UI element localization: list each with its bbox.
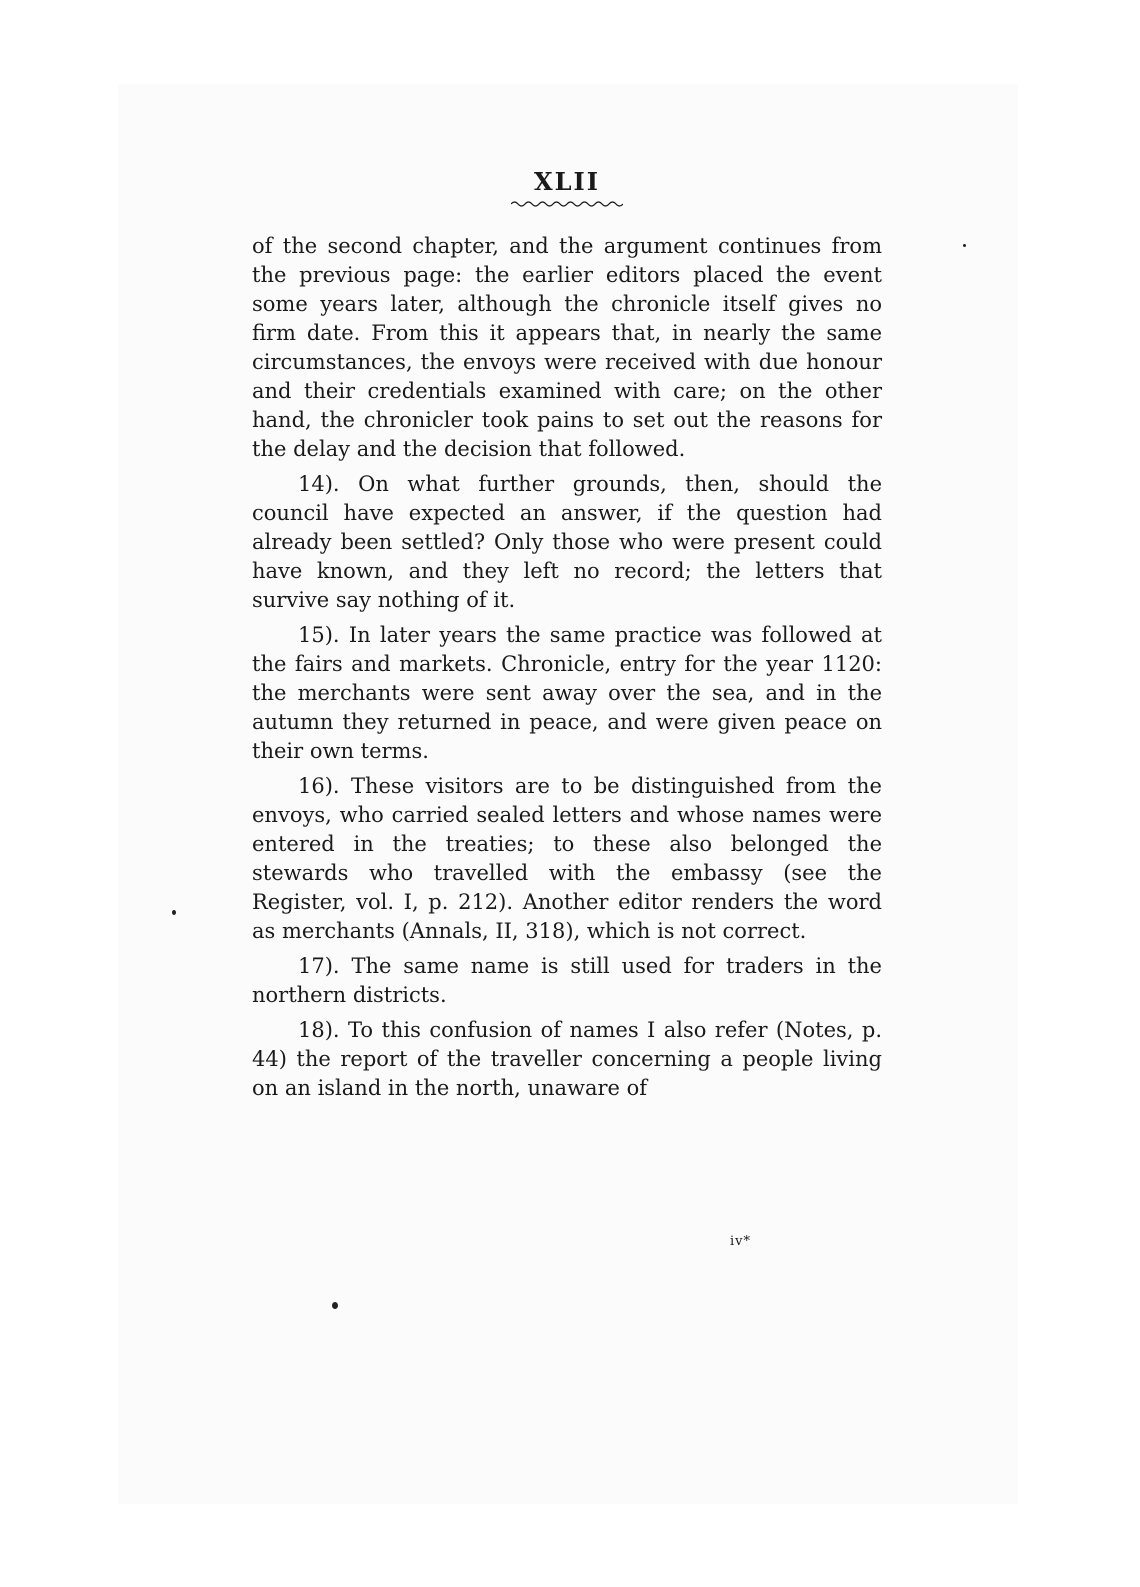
ink-speck xyxy=(963,244,966,247)
paragraph-continuation: of the second chapter, and the argument continues from the previous page: the earlier editors placed the event some years later, although the chronicle itself gives no firm date. From this it appears that, in nearly the same circumstances, the envoys were received with due honour and their credentials examined with care; on the other hand, the chronicler took pains to set out the reasons for the delay and the decision that followed. xyxy=(252,234,882,461)
ink-speck xyxy=(332,1302,338,1309)
paragraph-note-16: 16). These visitors are to be distinguished from the envoys, who carried sealed letters and whose names were entered in the treaties; to these also belonged the stewards who travelled with the embassy (see the Register, vol. I, p. 212). Another editor renders the word as merchants (Annals, II, 318), which is not correct. xyxy=(252,774,882,943)
body-text xyxy=(252,232,882,1103)
paragraph-note-15: 15). In later years the same practice was followed at the fairs and markets. Chronicle, entry for the year 1120: the merchants were sent away over the sea, and in the autumn they returned in peace, and were given peace on their own terms. xyxy=(252,623,882,763)
signature-mark: iv* xyxy=(730,1234,752,1249)
paragraph-note-14: 14). On what further grounds, then, should the council have expected an answer, if the question had already been settled? Only those who were present could have known, and they left no record; the letters that survive say nothing of it. xyxy=(252,472,882,612)
paragraph-note-18: 18). To this confusion of names I also refer (Notes, p. 44) the report of the traveller concerning a people living on an island in the north, unaware of xyxy=(252,1018,882,1100)
wavy-rule-ornament xyxy=(511,199,623,209)
ink-speck xyxy=(172,910,176,915)
page-number: XLII xyxy=(534,167,600,196)
paragraph-note-17: 17). The same name is still used for traders in the northern districts. xyxy=(252,954,882,1007)
page-header xyxy=(252,165,882,209)
